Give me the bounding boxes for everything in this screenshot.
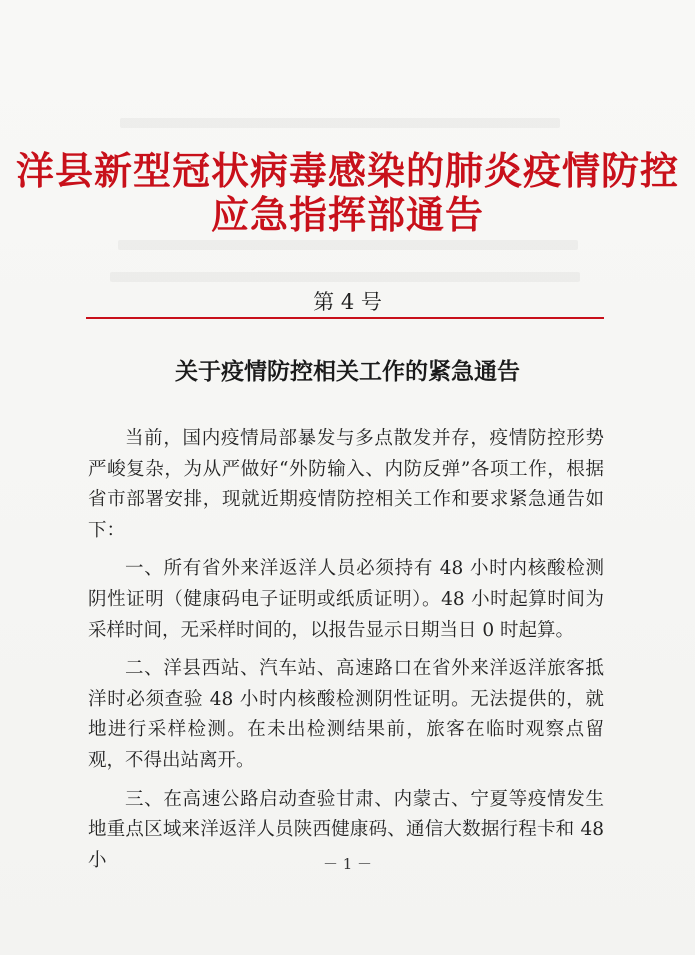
document-title-line-1: 洋县新型冠状病毒感染的肺炎疫情防控 bbox=[15, 148, 679, 193]
body-paragraph-intro: 当前，国内疫情局部暴发与多点散发并存，疫情防控形势严峻复杂，为从严做好“外防输入、内防反弹”各项工作，根据省市部署安排，现就近期疫情防控相关工作和要求紧急通告如下： bbox=[88, 428, 604, 541]
body-paragraph-item-1: 一、所有省外来洋返洋人员必须持有 48 小时内核酸检测阴性证明（健康码电子证明或纸质证明）。48 小时起算时间为采样时间，无采样时间的，以报告显示日期当日 0 时起算。 bbox=[88, 558, 604, 641]
body-paragraph-item-2: 二、洋县西站、汽车站、高速路口在省外来洋返洋旅客抵洋时必须查验 48 小时内核酸检测阴性证明。无法提供的，就地进行采样检测。在未出检测结果前，旅客在临时观察点留观，不得出站离开。 bbox=[88, 658, 604, 771]
notice-body bbox=[88, 424, 604, 884]
document-number: 第 4 号 bbox=[313, 290, 382, 314]
bleed-through-mark bbox=[120, 118, 560, 128]
page-number: － 1 － bbox=[322, 855, 373, 873]
document-title-line-2: 应急指挥部通告 bbox=[210, 192, 484, 237]
bleed-through-mark bbox=[118, 240, 578, 250]
body-paragraph-item-3: 三、在高速公路启动查验甘肃、内蒙古、宁夏等疫情发生地重点区域来洋返洋人员陕西健康码、通信大数据行程卡和 48 小 bbox=[88, 788, 604, 871]
notice-subject: 关于疫情防控相关工作的紧急通告 bbox=[175, 358, 520, 385]
bleed-through-mark bbox=[110, 272, 580, 282]
red-divider-line bbox=[86, 317, 604, 319]
